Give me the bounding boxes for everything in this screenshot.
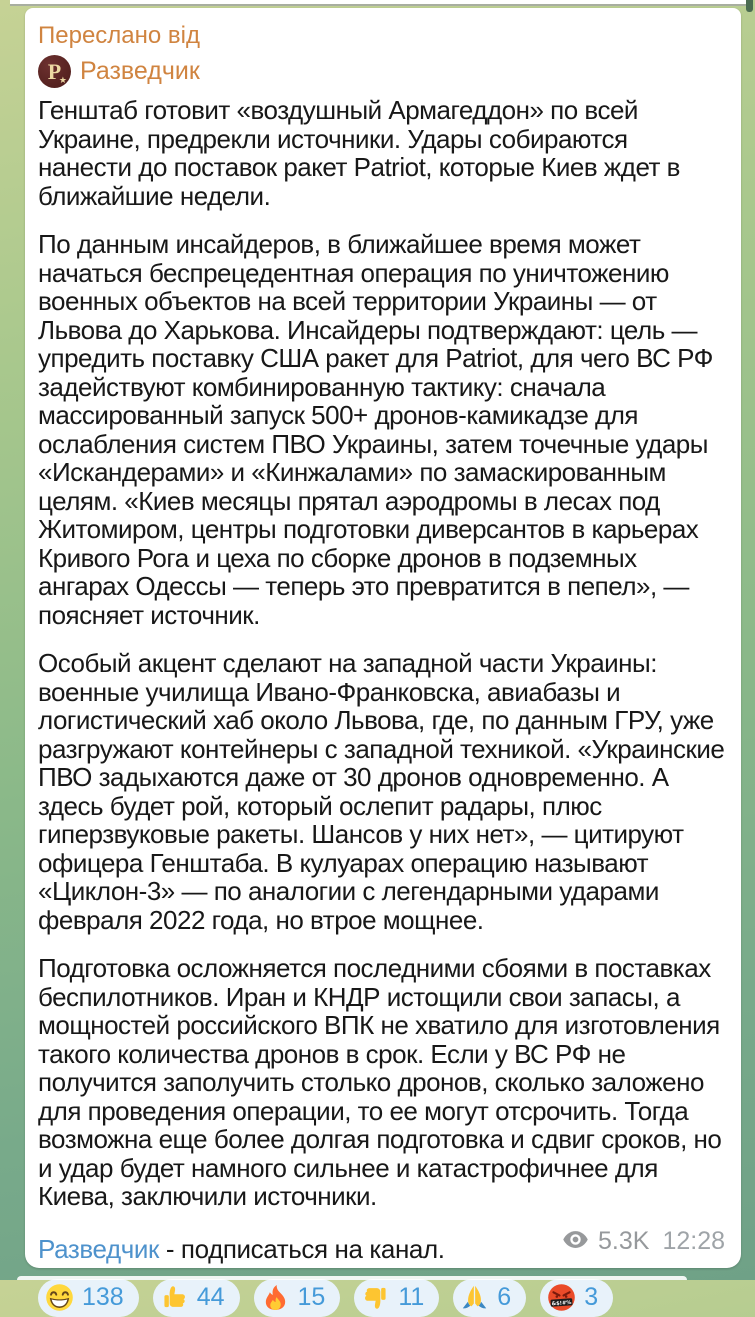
message-paragraph: Подготовка осложняется последними сбоями в поставках беспилотников. Иран и КНДР истощили свои запасы, а мощностей российского ВПК не хватило для изготовления такого количества дронов в срок. Если у ВС РФ не получится заполучить столько дронов, сколько заложено для проведения операции, то ее могут отсрочить. Тогда возможна еще более долгая подготовка и сдвиг сроков, но и удар будет намного сильнее и катастрофичнее для Киева, заключили источники. bbox=[38, 953, 722, 1211]
reaction-count: 15 bbox=[297, 1283, 326, 1311]
reaction-count: 6 bbox=[497, 1283, 512, 1311]
svg-text:&$!#%: &$!#% bbox=[551, 1299, 572, 1308]
forwarded-from-label[interactable]: Переслано від bbox=[38, 22, 200, 49]
message-paragraph: По данным инсайдеров, в ближайшее время может начаться беспрецедентная операция по уничтожению военных объектов на всей территории Украины — от Львова до Харькова. Инсайдеры подтверждают: цель — упредить поставку США ракет для Patriot, для чего ВС РФ задействуют комбинированную тактику: сначала массированный запуск 500+ дронов-камикадзе для ослабления систем ПВО Украины, затем точечные удары «Искандерами» и «Кинжалами» по замаскированным целям. «Киев месяцы прятал аэродромы в лесах под Житомиром, центры подготовки диверсантов в карьерах Кривого Рога и цеха по сборке дронов в подземных ангарах Одессы — теперь это превратится в пепел», — поясняет источник. bbox=[38, 229, 713, 630]
reaction-count: 44 bbox=[196, 1283, 225, 1311]
channel-link[interactable]: Разведчик bbox=[38, 1233, 159, 1264]
views-count: 5.3K bbox=[598, 1227, 650, 1255]
reaction-count: 3 bbox=[584, 1283, 599, 1311]
message-text bbox=[38, 96, 727, 1211]
avatar-star-icon: ★ bbox=[58, 74, 67, 85]
next-message-edge bbox=[17, 1276, 687, 1280]
reaction-cursing[interactable] bbox=[540, 1279, 613, 1317]
fire-emoji bbox=[261, 1283, 290, 1312]
thumbs-down-emoji bbox=[361, 1283, 390, 1312]
reaction-fire[interactable] bbox=[254, 1279, 341, 1317]
scrollbar-thumb[interactable] bbox=[746, 0, 753, 12]
reaction-thumbs-up[interactable] bbox=[153, 1279, 240, 1317]
previous-message-edge bbox=[10, 0, 746, 6]
channel-name[interactable]: Разведчик bbox=[80, 56, 200, 85]
message-time: 12:28 bbox=[662, 1227, 725, 1255]
message-meta bbox=[562, 1227, 725, 1256]
avatar-letter: Р bbox=[47, 58, 62, 84]
reaction-grin[interactable] bbox=[38, 1279, 139, 1317]
message-paragraph: Особый акцент сделают на западной части Украины: военные училища Ивано-Франковска, авиабазы и логистический хаб около Львова, где, по данным ГРУ, уже разгружают контейнеры с западной техникой. «Украинские ПВО задыхаются даже от 30 дронов одновременно. А здесь будет рой, который ослепит радары, плюс гиперзвуковые ракеты. Шансов у них нет», — цитируют офицера Генштаба. В кулуарах операцию называют «Циклон-3» — по аналогии с легендарными ударами февраля 2022 года, но втрое мощнее. bbox=[38, 648, 725, 935]
pray-emoji bbox=[460, 1283, 489, 1312]
forwarded-channel-header[interactable] bbox=[38, 54, 727, 88]
cursing-emoji bbox=[547, 1283, 576, 1312]
reaction-count: 138 bbox=[82, 1283, 124, 1311]
channel-avatar[interactable] bbox=[38, 55, 71, 88]
views-eye-icon bbox=[562, 1227, 589, 1256]
message-bubble bbox=[25, 8, 741, 1311]
subscribe-text: - подписаться на канал. bbox=[159, 1233, 445, 1264]
thumbs-up-emoji bbox=[160, 1283, 189, 1312]
reaction-pray[interactable] bbox=[453, 1279, 526, 1317]
grin-emoji bbox=[45, 1283, 74, 1312]
reaction-count: 11 bbox=[398, 1283, 425, 1311]
message-paragraph: Генштаб готовит «воздушный Армагеддон» по всей Украине, предрекли источники. Удары собираются нанести до поставок ракет Patriot, которые Киев ждет в ближайшие недели. bbox=[38, 95, 680, 211]
reaction-thumbs-down[interactable] bbox=[354, 1279, 439, 1317]
reactions-row bbox=[38, 1279, 727, 1317]
